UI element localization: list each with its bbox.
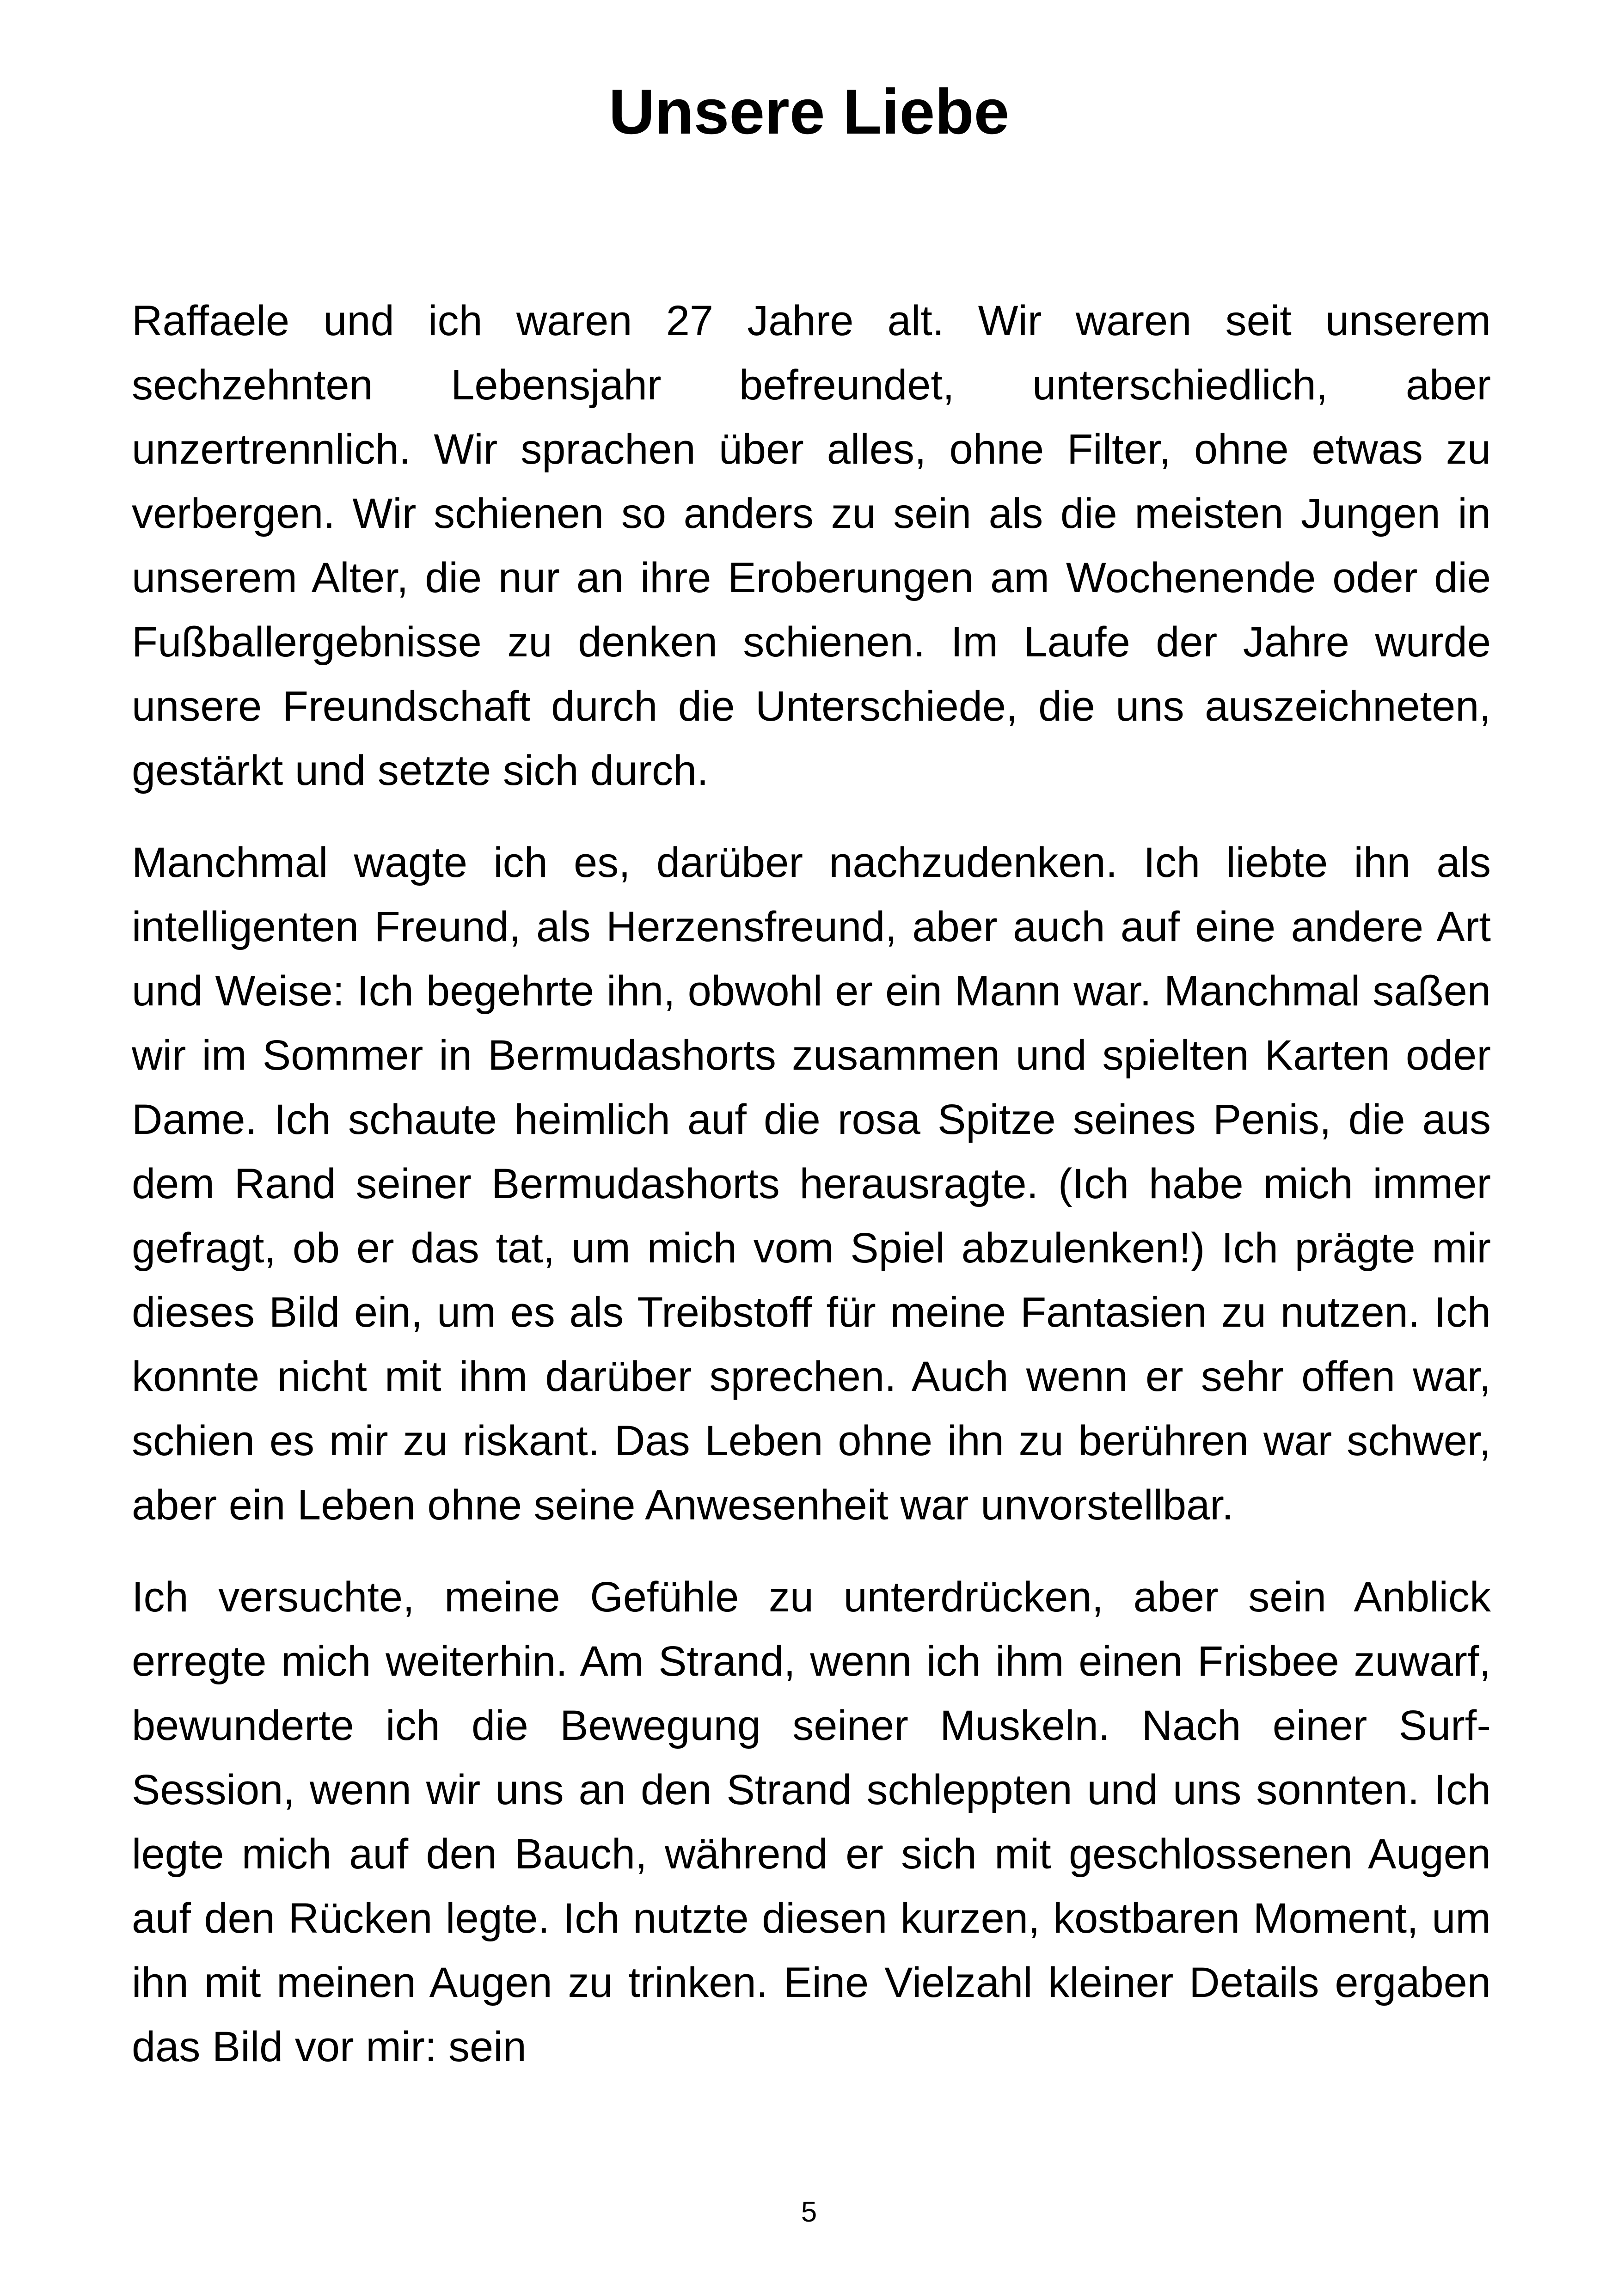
chapter-title: Unsere Liebe	[608, 76, 1010, 147]
paragraph: Raffaele und ich waren 27 Jahre alt. Wir waren seit unserem sechzehnten Lebensjahr befreundet, unterschiedlich, aber unzertrennlich. Wir sprachen über alles, ohne Filter, ohne etwas zu verbergen. Wir schienen so anders zu sein als die meisten Jungen in unserem Alter, die nur an ihre Eroberungen am Wochenende oder die Fußballergebnisse zu denken schienen. Im Laufe der Jahre wurde unsere Freundschaft durch die Unterschiede, die uns auszeichneten, gestärkt und setzte sich durch.	[132, 297, 1491, 794]
paragraph: Manchmal wagte ich es, darüber nachzudenken. Ich liebte ihn als intelligenten Freund, als Herzensfreund, aber auch auf eine andere Art und Weise: Ich begehrte ihn, obwohl er ein Mann war. Manchmal saßen wir im Sommer in Bermudashorts zusammen und spielten Karten oder Dame. Ich schaute heimlich auf die rosa Spitze seines Penis, die aus dem Rand seiner Bermudashorts herausragte. (Ich habe mich immer gefragt, ob er das tat, um mich vom Spiel abzulenken!) Ich prägte mir dieses Bild ein, um es als Treibstoff für meine Fantasien zu nutzen. Ich konnte nicht mit ihm darüber sprechen. Auch wenn er sehr offen war, schien es mir zu riskant. Das Leben ohne ihn zu berühren war schwer, aber ein Leben ohne seine Anwesenheit war unvorstellbar.	[132, 839, 1491, 1529]
page-number: 5	[801, 2196, 817, 2228]
paragraph: Ich versuchte, meine Gefühle zu unterdrücken, aber sein Anblick erregte mich weiterhin. Am Strand, wenn ich ihm einen Frisbee zuwarf, bewunderte ich die Bewegung seiner Muskeln. Nach einer Surf-Session, wenn wir uns an den Strand schleppten und uns sonnten. Ich legte mich auf den Bauch, während er sich mit geschlossenen Augen auf den Rücken legte. Ich nutzte diesen kurzen, kostbaren Moment, um ihn mit meinen Augen zu trinken. Eine Vielzahl kleiner Details ergaben das Bild vor mir: sein	[132, 1574, 1491, 2070]
body-text	[132, 289, 1491, 2107]
